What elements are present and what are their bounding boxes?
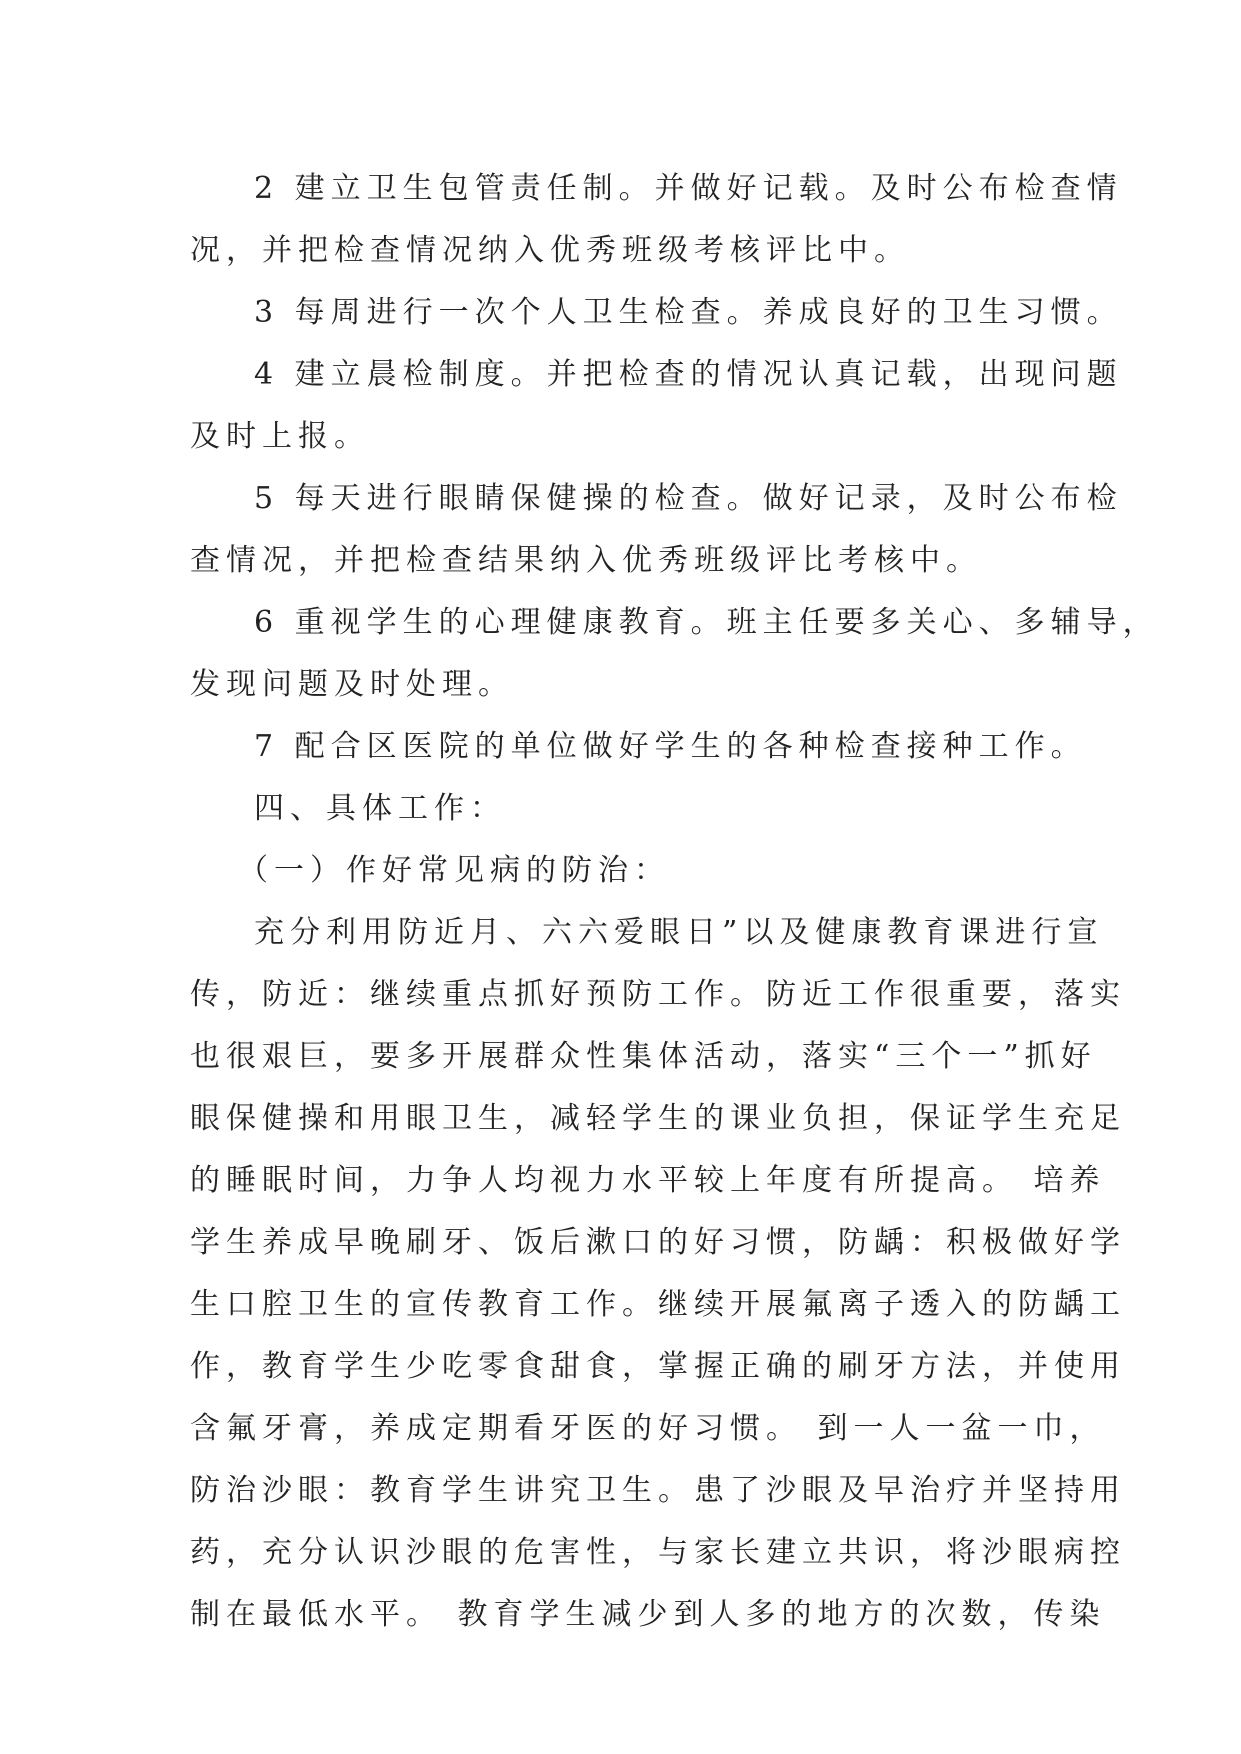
paragraph-line: 7 配合区医院的单位做好学生的各种检查接种工作。 (254, 729, 1087, 764)
paragraph-line: 也很艰巨，要多开展群众性集体活动，落实“三个一”抓好 (190, 1039, 1097, 1074)
paragraph-line: 学生养成早晚刷牙、饭后漱口的好习惯，防龋：积极做好学 (190, 1225, 1126, 1260)
paragraph-line: 况，并把检查情况纳入优秀班级考核评比中。 (190, 233, 910, 268)
paragraph-line: 传，防近：继续重点抓好预防工作。防近工作很重要，落实 (190, 977, 1126, 1012)
paragraph-line: 眼保健操和用眼卫生，减轻学生的课业负担，保证学生充足 (190, 1101, 1126, 1136)
paragraph-line: 制在最低水平。 教育学生减少到人多的地方的次数，传染 (190, 1597, 1106, 1632)
paragraph-line: 4 建立晨检制度。并把检查的情况认真记载，出现问题 (254, 357, 1123, 392)
paragraph-line: 作，教育学生少吃零食甜食，掌握正确的刷牙方法，并使用 (190, 1349, 1126, 1384)
paragraph-line: 及时上报。 (190, 419, 370, 454)
paragraph-line: 3 每周进行一次个人卫生检查。养成良好的卫生习惯。 (254, 295, 1123, 330)
subsection-heading: （一）作好常见病的防治： (238, 853, 670, 888)
section-heading: 四、具体工作： (254, 791, 506, 826)
paragraph-line: 5 每天进行眼睛保健操的检查。做好记录，及时公布检 (254, 481, 1123, 516)
paragraph-line: 生口腔卫生的宣传教育工作。继续开展氟离子透入的防龋工 (190, 1287, 1126, 1322)
paragraph-line: 充分利用防近月、六六爱眼日”以及健康教育课进行宣 (254, 915, 1104, 950)
paragraph-line: 药，充分认识沙眼的危害性，与家长建立共识，将沙眼病控 (190, 1535, 1126, 1570)
document-body (190, 158, 1159, 1646)
paragraph-line: 含氟牙膏，养成定期看牙医的好习惯。 到一人一盆一巾， (190, 1411, 1106, 1446)
paragraph-line: 发现问题及时处理。 (190, 667, 514, 702)
paragraph-line: 的睡眠时间，力争人均视力水平较上年度有所提高。 培养 (190, 1163, 1106, 1198)
paragraph-line: 查情况，并把检查结果纳入优秀班级评比考核中。 (190, 543, 982, 578)
paragraph-line: 防治沙眼：教育学生讲究卫生。患了沙眼及早治疗并坚持用 (190, 1473, 1126, 1508)
paragraph-line: 6 重视学生的心理健康教育。班主任要多关心、多辅导， (254, 605, 1159, 640)
paragraph-line: 2 建立卫生包管责任制。并做好记载。及时公布检查情 (254, 171, 1123, 206)
